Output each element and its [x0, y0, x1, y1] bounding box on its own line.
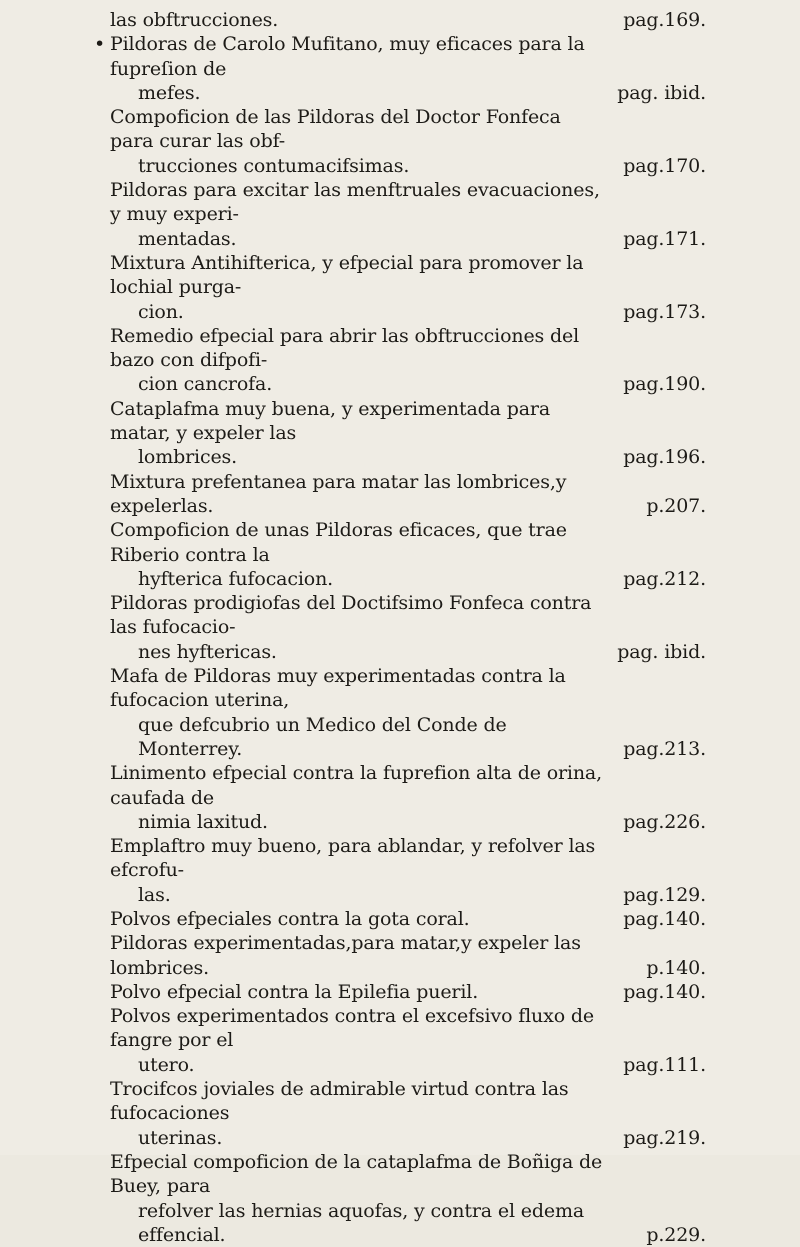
page-reference: pag.170. — [623, 154, 706, 177]
entry-text-continuation: refolver las hernias aquofas, y contra el edema effencial. — [138, 1199, 585, 1246]
page-reference: pag.140. — [623, 980, 706, 1003]
entry-text-continuation: mentadas. — [138, 227, 237, 250]
index-entry — [110, 397, 706, 470]
entry-text-continuation: nimia laxitud. — [138, 810, 268, 833]
entry-text-continuation: cion. — [138, 300, 184, 323]
page-reference: pag.169. — [623, 9, 706, 31]
entry-text-continuation: lombrices. — [138, 446, 238, 469]
entry-text: Compoficion de unas Pildoras eficaces, que trae Riberio contra la — [110, 519, 567, 566]
entry-text-continuation: uterinas. — [138, 1126, 223, 1149]
page-reference: p.207. — [646, 494, 706, 517]
bullet-mark: • — [94, 33, 106, 56]
index-entry — [110, 834, 706, 907]
index-entry — [110, 907, 706, 931]
page-reference: p.140. — [646, 956, 706, 979]
page-reference: pag.212. — [623, 567, 706, 590]
entry-text-continuation: hyfterica fufocacion. — [138, 567, 334, 590]
index-entry — [110, 1004, 706, 1077]
page-reference: pag.111. — [623, 1053, 706, 1076]
page-reference: pag.129. — [623, 883, 706, 906]
entry-text: Remedio efpecial para abrir las obftrucciones del bazo con difpofi- — [110, 324, 580, 372]
entry-text: Emplaftro muy bueno, para ablandar, y refolver las efcrofu- — [110, 835, 596, 882]
entry-text-continuation: las. — [138, 883, 171, 906]
index-entry — [94, 32, 706, 105]
entry-text-continuation: utero. — [138, 1053, 195, 1076]
index-entry — [110, 470, 706, 519]
index-entry — [110, 1150, 706, 1247]
index-entry — [110, 105, 706, 178]
entry-text: Linimento efpecial contra la fuprefion alta de orina, caufada de — [110, 762, 602, 809]
page-reference: pag.190. — [623, 373, 706, 396]
index-entry — [110, 1077, 706, 1150]
remedy-index-list — [94, 8, 706, 1247]
entry-text: Polvos efpeciales contra la gota coral. — [110, 907, 470, 930]
page-reference: pag.196. — [623, 446, 706, 469]
page-reference: pag.213. — [623, 737, 706, 760]
entry-text: Mafa de Pildoras muy experimentadas contra la fufocacion uterina, — [110, 665, 566, 712]
entry-text: Efpecial compoficion de la cataplafma de Boñiga de Buey, para — [110, 1150, 603, 1198]
index-entry — [110, 8, 706, 32]
entry-text-continuation: cion cancrofa. — [138, 373, 273, 396]
index-entry — [110, 761, 706, 834]
entry-text: Polvo efpecial contra la Epilefia pueril. — [110, 980, 479, 1003]
entry-text: Compoficion de las Pildoras del Doctor Fonfeca para curar las obf- — [110, 106, 561, 153]
entry-text-continuation: nes hyftericas. — [138, 640, 277, 663]
index-entry — [110, 591, 706, 664]
index-entry — [110, 980, 706, 1004]
index-entry — [110, 251, 706, 324]
page-reference: pag.173. — [623, 300, 706, 323]
index-entry — [110, 518, 706, 591]
entry-text-continuation: trucciones contumacifsimas. — [138, 154, 410, 177]
page-reference: pag.226. — [623, 810, 706, 833]
entry-text: Trocifcos joviales de admirable virtud contra las fufocaciones — [110, 1078, 569, 1125]
entry-text: Pildoras de Carolo Mufitano, muy eficaces para la fupreſion de — [110, 33, 585, 80]
page-reference: pag.171. — [623, 227, 706, 250]
page-reference: pag. ibid. — [617, 81, 706, 104]
entry-text: Mixtura prefentanea para matar las lombrices,y expelerlas. — [110, 470, 567, 517]
page-reference: pag.140. — [623, 907, 706, 930]
entry-text: Pildoras prodigiofas del Doctifsimo Fonfeca contra las fufocacio- — [110, 592, 592, 639]
index-entry — [110, 664, 706, 761]
entry-text-continuation: que defcubrio un Medico del Conde de Monterrey. — [138, 713, 507, 760]
entry-text: Pildoras experimentadas,para matar,y expeler las lombrices. — [110, 932, 581, 979]
index-entry — [110, 931, 706, 980]
entry-text: Pildoras para excitar las menftruales evacuaciones, y muy experi- — [110, 179, 600, 226]
entry-text: Mixtura Antihifterica, y efpecial para promover la lochial purga- — [110, 251, 584, 299]
entry-text-continuation: mefes. — [138, 81, 201, 104]
entry-text: las obftrucciones. — [110, 9, 279, 31]
index-entry — [110, 178, 706, 251]
index-entry — [110, 324, 706, 397]
entry-text: Cataplafma muy buena, y experimentada para matar, y expeler las — [110, 397, 551, 445]
page-reference: pag. ibid. — [617, 640, 706, 663]
entry-text: Polvos experimentados contra el excefsivo fluxo de fangre por el — [110, 1005, 594, 1052]
page-reference: pag.219. — [623, 1126, 706, 1149]
page-reference: p.229. — [646, 1223, 706, 1246]
